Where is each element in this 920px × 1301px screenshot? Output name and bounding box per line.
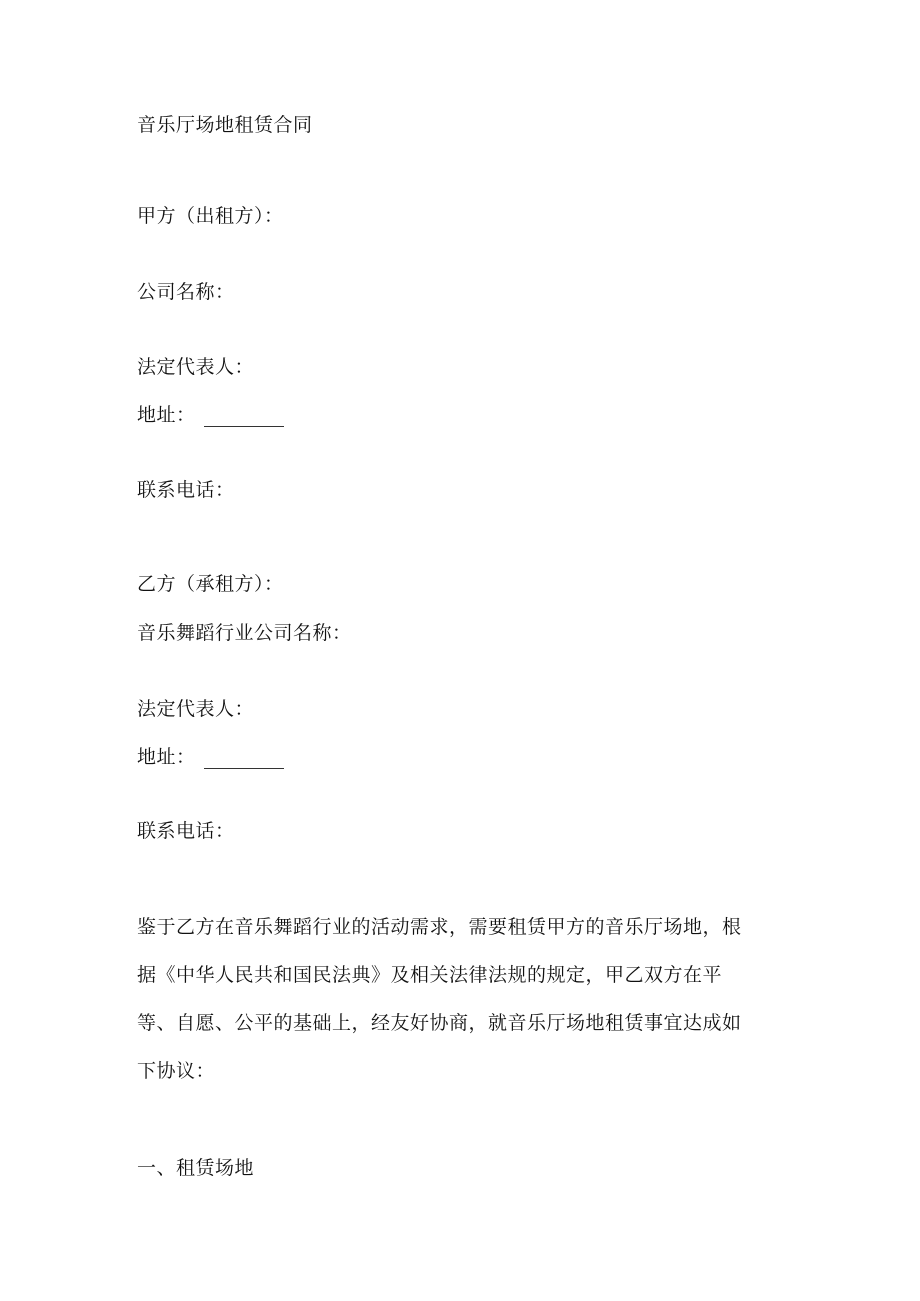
party-a-company-label: 公司名称：: [137, 281, 235, 303]
section-1-heading: 一、租赁场地: [137, 1157, 255, 1179]
document-title: 音乐厅场地租赁合同: [137, 114, 313, 136]
preamble-paragraph: [137, 903, 777, 1095]
party-b-company-label: 音乐舞蹈行业公司名称：: [137, 622, 352, 644]
party-a-rep-label: 法定代表人：: [137, 356, 255, 378]
party-b-phone-label: 联系电话：: [137, 820, 235, 842]
party-a-address-blank: [204, 408, 284, 427]
preamble-line: 鉴于乙方在音乐舞蹈行业的活动需求，需要租赁甲方的音乐厅场地，根: [137, 916, 742, 938]
party-b-address-row: [137, 745, 284, 769]
party-b-heading: 乙方（承租方）：: [137, 573, 284, 595]
party-b-address-label: 地址：: [137, 746, 196, 768]
party-b-rep-label: 法定代表人：: [137, 698, 255, 720]
preamble-line: 等、自愿、公平的基础上，经友好协商，就音乐厅场地租赁事宜达成如: [137, 1012, 742, 1034]
preamble-line: 下协议：: [137, 1060, 216, 1082]
party-a-address-label: 地址：: [137, 404, 196, 426]
party-a-phone-label: 联系电话：: [137, 479, 235, 501]
party-b-address-blank: [204, 750, 284, 769]
party-a-address-row: [137, 403, 284, 427]
preamble-line: 据《中华人民共和国民法典》及相关法律法规的规定，甲乙双方在平: [137, 964, 723, 986]
party-a-heading: 甲方（出租方）：: [137, 205, 284, 227]
